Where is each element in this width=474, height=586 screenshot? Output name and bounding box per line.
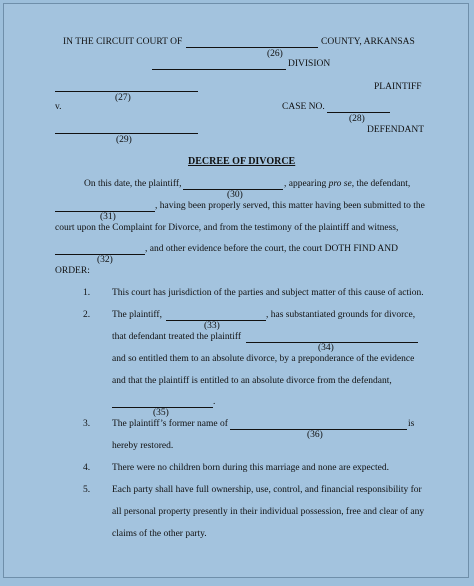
item-text: all personal property presently in their individual possession, free and clear of any (112, 507, 425, 517)
case-no-blank[interactable] (327, 112, 390, 113)
intro-text: court upon the Complaint for Divorce, and from the testimony of the plaintiff and witness, (55, 223, 399, 233)
field-number: (27) (115, 93, 131, 103)
field-number: (33) (204, 321, 220, 331)
defendant-name-blank[interactable] (55, 133, 198, 134)
case-no-label: CASE NO. (282, 102, 325, 112)
court-prefix: IN THE CIRCUIT COURT OF (63, 37, 183, 47)
item-text: The plaintiff’s former name of (112, 419, 228, 429)
item-text: There were no children born during this marriage and none are expected. (112, 463, 389, 473)
item-text: and that the plaintiff is entitled to an absolute divorce from the defendant, (112, 376, 392, 386)
item-text: hereby restored. (112, 441, 174, 451)
intro-text: ORDER: (55, 266, 90, 276)
plaintiff-label: PLAINTIFF (374, 82, 422, 92)
item-number: 4. (83, 463, 91, 473)
division-blank[interactable] (152, 69, 286, 70)
item-text: The plaintiff, (112, 310, 162, 320)
field-number: (26) (267, 49, 283, 59)
field-number: (35) (153, 408, 169, 418)
plaintiff-name-blank[interactable] (55, 91, 198, 92)
item-number: 3. (83, 419, 91, 429)
item-number: 2. (83, 310, 91, 320)
intro-text: , appearing pro se, the defendant, (284, 179, 411, 189)
field-number: (34) (318, 343, 334, 353)
field-number: (36) (307, 430, 323, 440)
county-blank[interactable] (186, 47, 318, 48)
decree-document (3, 3, 469, 578)
division-label: DIVISION (288, 59, 331, 69)
versus-label: v. (55, 102, 62, 112)
item-text: and so entitled them to an absolute divorce, by a preponderance of the evidence (112, 354, 415, 364)
item-text: that defendant treated the plaintiff (112, 332, 242, 342)
document-title: DECREE OF DIVORCE (188, 156, 296, 167)
intro-text: On this date, the plaintiff, (84, 179, 182, 189)
item-text: claims of the other party. (112, 529, 207, 539)
defendant-label: DEFENDANT (367, 125, 424, 135)
field-number: (30) (227, 190, 243, 200)
intro-text: , and other evidence before the court, the court DOTH FIND AND (145, 244, 398, 254)
item-text: , has substantiated grounds for divorce, (266, 310, 416, 320)
item-text: . (213, 397, 216, 407)
item-text: Each party shall have full ownership, use, control, and financial responsibility for (112, 485, 422, 495)
item-text: This court has jurisdiction of the parties and subject matter of this cause of action. (112, 288, 424, 298)
item-number: 1. (83, 288, 91, 298)
field-number: (32) (97, 255, 113, 265)
field-number: (29) (116, 135, 132, 145)
intro-text: , having been properly served, this matter having been submitted to the (155, 201, 425, 211)
county-label: COUNTY, ARKANSAS (321, 37, 415, 47)
item-text: is (408, 419, 415, 429)
field-number: (31) (100, 212, 116, 222)
field-number: (28) (349, 114, 365, 124)
item-number: 5. (83, 485, 91, 495)
